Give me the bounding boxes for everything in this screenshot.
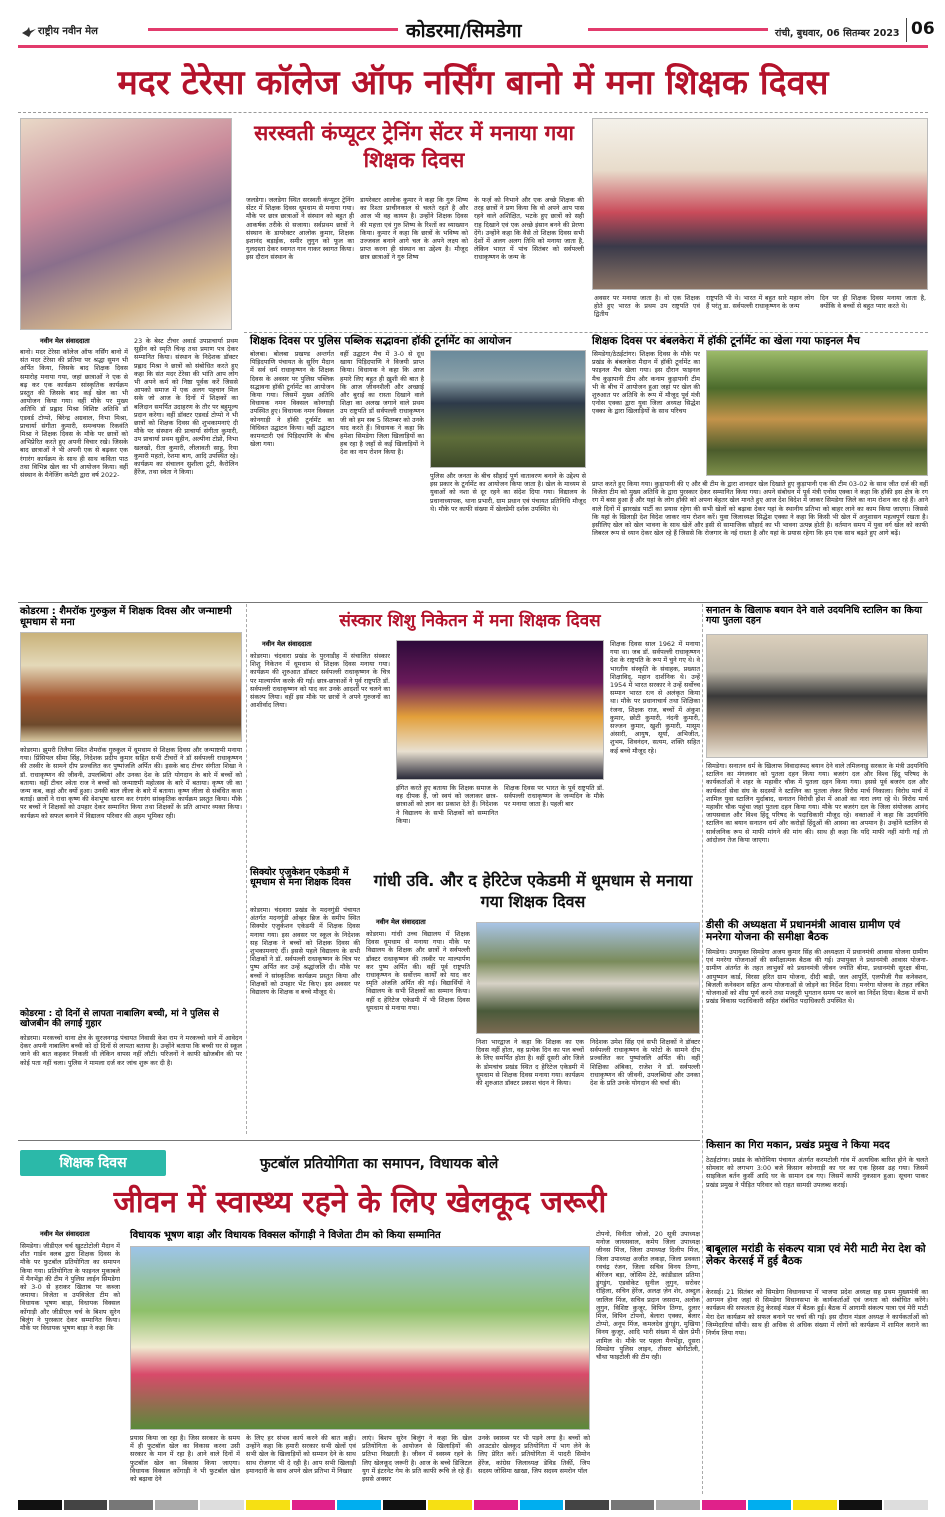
hockey-bolba-col2: वहीं उद्घाटन मैच में 3-0 से दूध खाया पिड़िदपाणि ने विजयी प्राप्त किया। विधायक ने कहा कि आज हमारे लिए बहुत ही ख़ुशी की बात है कि आज जीवनशैली और अच्छाई और बुराई का रास्ता दिखाने वाले शिक्षा का अलख जगाने वाले प्रथम उप राष्ट्रपति डॉ सर्वपल्ली राधाकृष्णन जी को हम सब 5 सितम्बर को उनके याद करते हैं। विधायक ने कहा कि हमेशा सिमडेगा जिला खिलाड़ियों का हब रहा है जहाँ से कई खिलाड़ियों ने देश का नाम रोशन किया है। [340,350,424,457]
football-b3: लाएं। बिशप सुरेन बिलुंग ने कहा कि खेल प्रतियोगिता के आयोजन से खिलाड़ियों की प्रतिभा निखरती है। जीवन में स्वस्थ्य रहने के लिए खेलकूद जरूरी है। आज के बच्चे डिजिटल युग में इंटरनेट गेम के प्रति काफी रूचि ले रहे हैं। इससे अक्सर [362,1434,472,1484]
page-number: 06 [911,19,935,39]
saraswati-headline: सरस्वती कंप्यूटर ट्रेनिंग सेंटर में मनाया गया शिक्षक दिवस [254,121,574,172]
football-photo [130,1246,590,1430]
divider [18,112,928,113]
kisan-body: ठेठईटांगर। प्रखंड के कोरोमिया पंचायत अंतर्गत करमटोली गांव में अत्यधिक बारिश होने के चलते सोमवार को लगभग 3:00 बजे किसान कोनराड़ी का घर का एक हिस्सा ढह गया। जिसमें साइकिल बर्तन कुर्सी आदि घर के सामान दब गए। जिसमें काफी नुकसान हुआ। सूचना पाकर प्रखंड प्रमुख ने पीड़ित परिवार को राहत सामग्री उपलब्ध कराई। [706,1156,928,1189]
kisan-headline: किसान का गिरा मकान, प्रखंड प्रमुख ने किया मदद [706,1140,890,1151]
hockey-bambalkera-photo [706,350,928,476]
football-col1: सिमडेगा। जीडीएल चर्च खुटटोटोली मैदान में शीत गार्डन क्लब द्वारा शिक्षक दिवस के मौके पर फुटबॉल प्रतियोगिता का समापन किया गया। प्रतियोगिता के फाइनल मुकाबले में मैनभेंड्रा की टीम ने पुलिस लाईन सिमडेगा को 3-0 से हराकर खिताब पर कब्जा जमाया। विजेता व उपविजेता टीम को विधायक भूषण बाड़ा, विधायक विक्सल कोंगाड़ी और जीडीएल चर्च के बिशप सुरेन बिलुंग ने पुरस्कार देकर सम्मानित किया। मौके पर विधायक भूषण बाड़ा ने कहा कि [20,1242,120,1333]
hockey-bolba-headline: शिक्षक दिवस पर पुलिस पब्लिक सद्भावना हॉकी टूर्नामेंट का आयोजन [250,335,512,347]
column-rule [246,604,247,1134]
saraswati-col1: जलडेगा। जलडेगा स्थित सरस्वती कंप्यूटर ट्रेनिंग सेंटर में शिक्षक दिवस धूमधाम से मनाया गया। मौके पर छात्र छात्राओं ने संस्थान को बहुत ही आकर्षक तरीके से सजाया। सर्वप्रथम छात्रों ने संस्थान के डायरेक्टर आलोक कुमार, शिक्षक इशानंद बड़ाईक, समीर लुगुन को फूल का गुलदस्ता देकर स्वागत गान गाकर स्वागत किया। इस दौरान संस्थान के [246,196,354,262]
football-headline: जीवन में स्वास्थ्य रहने के लिए खेलकूद जरूरी [113,1185,607,1220]
sanskar-col4: शिक्षक दिवस साल 1962 में मनाया गया था। जब डॉ. सर्वपल्ली राधाकृष्णन देश के राष्ट्रपति के रूप में चुने गए थे। वे भारतीय संस्कृति के संवाहक, प्रख्यात शिक्षाविद्, महान दार्शनिक थे। उन्हें 1954 में भारत सरकार ने उन्हें सर्वोच्च सम्मान भारत रत्न से अलंकृत किया था। मौके पर प्रधानाचार्य तथा शिक्षिका रंजना, शिक्षक राज, बच्चों में अंकुश कुमार, छोटी कुमारी, नंदनी कुमारी, सज्जन कुमार, खुशी कुमारी, मासूम अंसारी, आयुष, सूर्या, अभिजीत, शुभम, शिवनंदन, सत्यम, शक्ति सहित कई बच्चे मौजूद रहे। [610,640,700,755]
football-subhead: विधायक भूषण बाड़ा और विधायक विक्सल कोंगाड़ी ने विजेता टीम को किया सम्मानित [130,1230,441,1241]
hockey-bambalkera-headline: शिक्षक दिवस पर बंबलकेरा में हॉकी टूर्नामेंट का खेला गया फाइनल मैच [592,335,860,347]
saraswati-photo [592,118,928,290]
mother-teresa-col2: 23 के बेस्ट टीचर अवार्ड उपप्राचार्या प्रथम सुहीन को स्मृति चिन्ह तथा प्रमाण पत्र देकर सम्मानित किया। संस्थान के निदेशक डॉक्टर प्रह्लाद मिश्रा ने छात्रों को संबोधित करते हुए कहा कि संत मदर टेरेसा की भांति आप लोग भी अपने कर्म को निष्ठा पूर्वक करें जिससे आपको समाज में एक अलग पहचान मिल सके जो आज के दिनों में शिक्षकों का बलिदान समर्पित उदाहरण के तौर पर बहुमूल्य प्रदान करेगा। वहीं डॉक्टर एडवर्ड टोप्पो ने भी छात्रों को शिक्षक दिवस की शुभकामनाएं दी मौके पर संस्थान की प्राचार्या संगीता कुमारी, उप प्राचार्या प्रथम सुहीन, अल्पीना टोप्नो, निभा खलखो, रीता कुमारी, लीलावती साहू, रिया कुमारी महतो, रेशमा बाग, आदि उपस्थित रहे। कार्यक्रम का संचालन सुशीला टूटी, कैरोलिन हैरेंज, तथा स्वेता ने किया। [134,337,238,477]
gurukul-photo [20,632,242,742]
byline: नवीन मेल संवाददाता [40,337,90,345]
paper-name: राष्ट्रीय नवीन मेल [38,26,98,37]
divider [244,332,928,333]
saraswati-col2: डायरेक्टर आलोक कुमार ने कहा कि गुरु शिष्य का रिश्ता प्राचीनकाल से चलते रहते है और आज भी वह कायम है। उन्होंने शिक्षक दिवस की महत्ता एवं गुरु शिष्य के रिश्तों का व्याख्यान किया। कुमार ने कहा कि छात्रों के भविष्य को उज्जवल बनाने आगे चल के अपने लक्ष्य को प्राप्त करना ही संस्थान का उद्देश्य है। मौजूद छात्र छात्राओं ने गुरु शिष्य [360,196,468,262]
byline: नवीन मेल संवाददाता [262,640,312,648]
saraswati-col5: राष्ट्रपति भी थे। भारत में बहुत सारे महान लोग हैं परंतु डा. सर्वपल्ली राधाकृष्णन के जन्म [706,294,814,311]
dc-meeting-headline: डीसी की अध्यक्षता में प्रधानमंत्री आवास ग्रामीण एवं मनरेगा योजना की समीक्षा बैठक [706,919,901,943]
babulal-headline: बाबूलाल मरांडी के संकल्प यात्रा एवं मेरी माटी मेरा देश को लेकर केरसई में हुई बैठक [706,1243,926,1267]
sanskar-col1: कोडरमा। चंदवारा प्रखंड के पुरनाडीह में संचालित संस्कार शिशु निकेतन में धूमधाम से शिक्षक दिवस मनाया गया। कार्यक्रम की शुरुआत डॉक्टर सर्वपल्ली राधाकृष्णन के चित्र पर माल्यार्पण करके की गई। छात्र-छात्राओं ने पूर्व राष्ट्रपति डॉ. सर्वपल्ली राधाकृष्णन को याद कर उनके आदर्शों पर चलने का संकल्प लिया। वहीं इस मौके पर छात्रों ने अपने गुरुजनों का आशीर्वाद लिया। [250,652,390,710]
column-rule [702,604,703,1494]
football-b4: उनके स्वास्थ्य पर भी पड़ने लगा है। बच्चों को आउटडोर खेलकूद प्रतियोगिता में भाग लेने के लिए प्रेरित करें। प्रतियोगिता में पादरी सिमोन हेरेंज, कांग्रेस जिलाध्यक्ष डेविड तिर्की, जिप सदस्य जोसिमा खाखा, जिप सदस्य समरोन पॉल [478,1434,590,1475]
gandhi-headline: गांधी उवि. और द हेरिटेज एकेडमी में धूमधाम से मनाया गया शिक्षक दिवस [373,871,693,911]
sanatan-body: सिमडेगा। सनातन धर्म के खिलाफ विवादास्पद बयान देने वाले तमिलनाडु सरकार के मंत्री उदयनिधि स्टालिन का मंगलवार को पुतला दहन किया गया। बजरंग दल और विश्व हिंदू परिषद के कार्यकर्ताओं ने शहर के महावीर चौक में पुतला दहन किया गया। इससे पूर्व बजरंग दल और कार्यकर्ता सेवा संघ के सदस्यों ने स्टालिन का पुतला लेकर विरोध मार्च निकाला। विरोध मार्च में शामिल युवा स्टालिन मुर्दाबाद, सनातन विरोधी होश में आओ का नारा लगा रहे थे। विरोध मार्च महावीर चौक पहुंचा जहां पुतला दहन किया गया। मौके पर बजरंग दल के जिला संयोजक आनंद जायसवाल और विश्व हिंदू परिषद के पदाधिकारी मौजूद रहे। वक्ताओं ने कहा कि उदयनिधि स्टालिन का बयान सनातन धर्म और करोड़ों हिंदुओं की आस्था का अपमान है। उन्होंने स्टालिन से सार्वजनिक रूप से माफी मांगने की मांग की। साथ ही कहा कि यदि माफी नहीं मांगी गई तो आंदोलन तेज किया जाएगा। [706,762,928,844]
divider [18,602,928,603]
dateline: रांची, बुधवार, 06 सितम्बर 2023 [775,28,900,39]
sanskar-col2: इंगित करते हुए बताया कि शिक्षक समाज के वह दीपक हैं, जो स्वयं को जलाकर छात्र-छात्राओं को ज्ञान का प्रकाश देते हैं। निदेशक ने विद्यालय के सभी शिक्षकों को सम्मानित किया। [396,784,498,825]
hockey-bolba-col1: बोलबा। बोलबा प्रखण्ड अन्तर्गत पिड़िदपाणि पंचायत के सुरिंग मैदान में सर्व धर्म राधाकृष्णन के शिक्षक दिवस के अवसर पर पुलिस पब्लिक सद्भावना हॉकी टूर्नामेंट का आयोजन किया गया। जिसमें मुख्य अतिथि विधायक नमन विक्सल कोनगाड़ी उपस्थित हुए। विधायक नमन विक्सल कोनगाड़ी ने हॉकी टूर्नामेंट का विधिवत उद्घाटन किया। वहीं उद्घाटन कामनटारी एवं पिड़िदपाणि के बीच खेला गया। [250,350,334,449]
football-b2: के लिए हर संभव कार्य करने की बात कही। उन्होंने कहा कि हमारी सरकार सभी खेलों एवं सभी खेल के खिलाड़ियों को सम्मान देने के साथ साथ रोजगार भी दे रही है। आप सभी खिलाड़ी इमानदारी के साथ अपने खेल प्रतिभा में निखार [246,1434,356,1475]
gandhi-col3: निदेशक उमेश सिंह एवं सभी शिक्षकों ने डॉक्टर सर्वपल्ली राधाकृष्णन के फोटो के सामने दीप प्रज्वलित कर पुष्पांजलि अर्पित की। वहीं शिक्षिका अंबिका, राजेश ने डॉ. सर्वपल्ली राधाकृष्णन की जीवनी, उपलब्धियां और उनका देश के प्रति उनके योगदान की चर्चा की। [590,1038,700,1088]
football-right-col: टोपनो, विनीता जोजो, 20 सूत्री उपाध्यक्ष मनोज जायसवाल, कमेय जिला उपाध्यक्ष जीनस मिंज, जिला उपाध्यक्ष दिलीप मिंज, जिला उपाध्यक्ष अजीत लकड़ा, जिला प्रवक्ता रवचंद्र रंजन, जिला सचिव विनय तिग्गा, बीरेंजन बड़ा, जोसिम टेटे, कांडीडाल प्रतिमा डुंगडुंग, एडवोकेट सुनील लुगुन, सरोवर रोहिला, सचिन हेरेंज, अलक्ष ज़ेन शेर, अब्दुल जालिल मिंज, सचिव प्रदान जसराम, अलोक लुगुन, विशिष्ट कुजूर, विपिन तिग्गा, दुलार मिंज, विपिन टोपनो, बेलारा एक्का, बेलार टोप्पो, अनूप मिंज, कमलदेव डुंगडुंग, मुखिया विनय कुजूर, आदि भारी संख्या में खेल प्रेमी शामिल थे। मौके पर पहला मैनभेंड्रा, दूसरा सिमडेगा पुलिस लाइन, तीसरा बोगीटोली, चौथा फाइटोली की टीम रही। [596,1230,700,1362]
byline: नवीन मेल संवाददाता [40,1230,90,1238]
section-title: कोडरमा/सिमडेगा [406,20,522,42]
gandhi-photo [476,922,700,1034]
sanskar-headline: संस्कार शिशु निकेतन में मना शिक्षक दिवस [339,611,601,631]
gandhi-col2: निशा भारद्वाज ने कहा कि शिक्षक का एक दिवस नहीं होता, वह प्रत्येक दिन का पल बच्चों के लिए समर्पित होता है। वहीं दूसरी ओर जिले के डोमचांच प्रखंड स्थित द हेरिटेज एकेडमी में धूमधाम से शिक्षक दिवस मनाया गया। कार्यक्रम की शुरुआत डॉक्टर प्रकाश चंदन ने किया। [476,1038,584,1088]
saraswati-col3: के फर्ज़ को निभाने और एक अच्छे शिक्षक की तरह छात्रों ने प्रण किया कि वो अपने आप पास रहने वाले अशिक्षित, भटके हुए छात्रों को सही राह दिखाने एवं एक अच्छे इंसान बनने की प्रेरणा देंगे। उन्होंने कहा कि वैसे तो शिक्षक दिवस सभी देशों में अलग अलग तिथि को मनाया जाता है, लेकिन भारत में पांच सितंबर को सर्वपल्ली राधाकृष्णन के जन्म के [474,196,584,262]
sanskar-col3: शिक्षक दिवस पर भारत के पूर्व राष्ट्रपति डॉ. सर्वपल्ली राधाकृष्णन के जन्मदिन के मौके पर मनाया जाता है। पहली बार [504,784,604,809]
masthead-divider [906,18,907,42]
hockey-bolba-photo [430,350,586,468]
page-title: मदर टेरेसा कॉलेज ऑफ नर्सिंग बानो में मना शिक्षक दिवस [117,63,829,103]
color-registration-bar [18,1500,928,1510]
hockey-bambalkera-body: प्राप्त करते हुए किया गया। कुड़ापानी की ए और बी टीम के द्वारा शानदार खेल दिखाते हुए कुड़ापानी एक की टीम 03-02 के साथ जीत दर्ज की वहीं विजेता टीम को मुख्य अतिथि के द्वारा पुरस्कार देकर सम्मानित किया गया। अपने संबोधन में पूर्व मंत्री एनोस एक्का ने कहा कि हॉकी इस क्षेत्र के रग रग में बसा हुआ है और यहां के लोग हॉकी को अपना बेहतर खेल मानते हुए आज देश विदेश में जाकर सिमडेगा जिले का नाम रोशन कर रहे हैं। आने वाले दिनों में झारखंड पार्टी का प्रयास रहेगा की सभी खेलों को बढ़ावा देकर यहां के स्थानीय प्रतिभा को बाहर लाने का काम किया जाएगा। जिससे कि यहां के खिलाड़ी देश विदेश जाकर नाम रोशन करें। युवा जिलाध्यक्ष सिद्धेश एक्का ने कहा कि किसी भी खेल में अनुशासन महत्वपूर्ण रखता है। इसीलिए खेल को खेल भावना के साथ खेलें और इसी से सामाजिक सौहार्द का भी भावना उत्पन्न होती है। वर्तमान समय में युवा वर्ग खेल को काफी लिबरल रूप से ध्यान देकर खेल रहे हैं जिससे कि रोजगार के नई रास्ता है और यहां के प्रयास रहेगा कि हम एक साथ बढ़ते हुए आगे बढ़ें। [592,480,928,538]
masthead-rule [148,28,398,31]
football-b1: प्रयास किया जा रहा है। जिस सरकार के समय में ही फुटबॉल खेल का विकास करना उसी सरकार के मान में रहा है। आने वाले दिनों में फुटबॉल खेल का विकास किया जाएगा। विधायक विक्सल कोंगाड़ी ने भी फुटबॉल खेल को बढ़ावा देने [130,1434,240,1484]
hockey-bolba-col3: पुलिस और जनता के बीच सौहार्द पूर्ण वातावरण बनाने के उद्देश्य से इस प्रकार के टूर्नामेंट का आयोजन किया जाता है। खेल के माध्यम से युवाओं को नशा से दूर रहने का संदेश दिया गया। विद्यालय के प्रधानाध्यापक, थाना प्रभारी, ग्राम प्रधान एवं पंचायत प्रतिनिधि मौजूद थे। मौके पर काफी संख्या में खेलप्रेमी दर्शक उपस्थित थे। [430,472,586,513]
byline: नवीन मेल संवाददाता [376,918,426,926]
gurukul-headline: कोडरमा : शैमरॉक गुरुकुल में शिक्षक दिवस और जन्माष्टमी धूमधाम से मना [20,606,232,628]
missing-girl-body: कोडरमा। मरकच्चो थाना क्षेत्र के सुरजनगढ़ पंचायत निवासी केश राम ने मरकच्चो थाने में आवेदन देकर अपनी नाबालिग बच्ची को दो दिनों से लापता बताया है। उन्होंने बताया कि बच्ची घर से स्कूल जाने की बात कहकर निकली थी लेकिन वापस नहीं लौटी। परिजनों ने काफी खोजबीन की पर कोई पता नहीं चला। पुलिस ने मामला दर्ज कर जांच शुरू कर दी है। [20,1034,242,1067]
mother-teresa-col1: बानो। मदर टेरेसा कॉलेज ऑफ नर्सिंग बानो में संत मदर टेरेसा की प्रतिमा पर श्रद्धा सुमन भी अर्पित किया, जिसके बाद शिक्षक दिवस समारोह मनाया गया, जहां छात्राओं ने एक से बढ़ कर एक कार्यक्रम सांस्कृतिक कार्यक्रम प्रस्तुत की जिसके बाद कई खेल का भी आयोजन किया गया। वहीं मौके पर मुख्य अतिथि डॉ प्रह्लाद मिश्रा विशिष्ट अतिथि डॉ एडवर्ड टोप्पो, बिरेन्द्र अग्रवाल, निभा मिश्रा, प्राचार्या संगीता कुमारी, समन्वयक रिकवंति मिश्रा ने शिक्षक दिवस के मौके पर छात्रों को अभिप्रेरित करते हुए अपनी विचार रखे। जिसके बाद छात्राओं ने भी अपनी एक से बढ़कर एक रंगारंग कार्यक्रम के साथ ही साथ कविता पाठ तथा विभिन्न खेल का भी आयोजन किया। वहीं संस्थान के मैनेजिंग कमेटी द्वारा वर्ष 2022- [20,348,128,480]
gurukul-body: कोडरमा। झुमरी तिलैया स्थित शैमरॉक गुरुकुल में धूमधाम से शिक्षक दिवस और जन्माष्टमी मनाया गया। प्रिंसिपल सीमा सिंह, निदेशक प्रदीप कुमार सहित सभी टीचरों ने डॉ सर्वपल्ली राधाकृष्णन की तस्वीर के सामने दीप प्रज्वलित कर पुष्पांजलि अर्पित की। इसके बाद टीचर संगीता शिखा ने डॉ. राधाकृष्णन की जीवनी, उपलब्धियां और उनका देश के प्रति योगदान के बारे में बच्चों को बताया। वहीं टीचर श्वेता राज ने बच्चों को जन्माष्टमी महोत्सव के बारे में बताया। कृष्ण जी का जन्म कब, कहां और क्यों हुआ। उनकी बाल लीला के बारे में बताया। कृष्ण लीला से संबंधित कथा बताई। छात्रों ने राधा कृष्ण की वेशभूषा धारण कर रंगारंग सांस्कृतिक कार्यक्रम प्रस्तुत किया। मौके पर बच्चों ने शिक्षकों को उपहार देकर सम्मानित किया तथा शिक्षकों के प्रति आभार व्यक्त किया। कार्यक्रम को सफल बनाने में विद्यालय परिवार की अहम भूमिका रही। [20,746,242,820]
masthead [18,14,935,48]
gandhi-col1: कोडरमा। गांधी उच्च विद्यालय में शिक्षक दिवस धूमधाम से मनाया गया। मौके पर विद्यालय के शिक्षक और छात्रों ने सर्वपल्ली डॉक्टर राधाकृष्णन की तस्वीर पर माल्यार्पण कर पुष्प अर्पित की। वहीं पूर्व राष्ट्रपति राधाकृष्णन के सर्वोत्तम कार्यों को याद कर स्मृति अंजलि अर्पित की गई। विद्यार्थियों ने विद्यालय के सभी शिक्षकों का सम्मान किया। वहीं द हेरिटेज एकेडमी में भी शिक्षक दिवस धूमधाम से मनाया गया। [366,930,470,1012]
babulal-body: केरसई। 21 सितंबर को सिमडेगा विधानसभा में भाजपा प्रदेश अध्यक्ष सह प्रथम मुख्यमंत्री का आगमन होना जहां से सिमडेगा विधानसभा के कार्यकर्ताओं एवं जनता को संबोधित करेंगे। कार्यक्रम की सफलता हेतु केरसई मंडल में बैठक हुई। बैठक में आगामी संकल्प यात्रा एवं मेरी माटी मेरा देश कार्यक्रम को सफल बनाने पर चर्चा की गई। इस दौरान मंडल अध्यक्ष ने कार्यकर्ताओं को जिम्मेदारियां सौंपी। साथ ही अधिक से अधिक संख्या में लोगों को कार्यक्रम में शामिल कराने का निर्णय लिया गया। [706,1288,928,1338]
sikyor-body: कोडरमा। चंदवारा प्रखंड के मदनगुंडी पंचायत अंतर्गत मदनगुंडी ओव्हर ब्रिज के समीप स्थित सिक्योर एजुकेशन एकेडमी में शिक्षक दिवस मनाया गया। इस अवसर पर स्कूल के निदेशक सह शिक्षक ने बच्चों को शिक्षक दिवस की शुभकामनाएं दीं। इससे पहले विद्यालय के सभी शिक्षकों ने डॉ. सर्वपल्ली राधाकृष्णन के चित्र पर पुष्प अर्पित कर उन्हें श्रद्धांजलि दी। मौके पर बच्चों ने सांस्कृतिक कार्यक्रम प्रस्तुत किया और शिक्षकों को उपहार भेंट किए। इस अवसर पर विद्यालय के शिक्षक व बच्चे मौजूद थे। [250,906,360,997]
sikyor-headline: सिक्योर एजुकेशन एकेडमी में धूमधाम से मना शिक्षक दिवस [250,867,351,889]
saraswati-col6: दिन पर ही शिक्षक दिवस मनाया जाता है, क्योंकि वे बच्चों से बहुत प्यार करते थे। [820,294,926,311]
sanskar-photo [396,640,604,780]
hockey-bambalkera-intro: सिमडेगा/ठेठईटांगर। शिक्षक दिवस के मौके पर प्रखंड के बंबलकेरा मैदान में हॉकी टूर्नामेंट का फाइनल मैच खेला गया। इस दौरान फाइनल मैच कुड़ापानी टीम और कनाम कुड़ापानी टीम भी के बीच में आयोजन हुआ जहां पर खेल की शुरुआत पर अतिथि के रूप में मौजूद पूर्व मंत्री एनोस एक्का द्वारा युवा जिला अध्यक्ष सिद्धेश एक्का के द्वारा खिलाड़ियों के साथ परिचय [592,350,700,416]
mother-teresa-photo [20,118,232,330]
sanatan-headline: सनातन के खिलाफ बयान देने वाले उदयनिधि स्टालिन का किया गया पुतला दहन [706,605,922,627]
dc-meeting-body: सिमडेगा। उपायुक्त सिमडेगा अजय कुमार सिंह की अध्यक्षता में प्रधानमंत्री आवास योजना ग्रामीण एवं मनरेगा योजनाओं की समीक्षात्मक बैठक की गई। उपायुक्त ने प्रधानमंत्री आवास योजना-ग्रामीण अंतर्गत के तहत लाभुकों को प्रधानमंत्री जीवन ज्योति बीमा, प्रधानमंत्री सुरक्षा बीमा, आयुष्मान कार्ड, विरसा हरित ग्राम योजना, दीदी बाड़ी, जल आपूर्ति, एलपीजी गैस कनेक्शन, बिजली कनेक्शन सहित अन्य योजनाओं से जोड़ने का निर्देश दिया। मनरेगा योजना के तहत लंबित योजनाओं को शीघ्र पूर्ण करने तथा मजदूरी भुगतान समय पर करने का निर्देश दिया। बैठक में सभी प्रखंड विकास पदाधिकारी सहित संबंधित पदाधिकारी उपस्थित थे। [706,948,928,1006]
football-kicker: फुटबॉल प्रतियोगिता का समापन, विधायक बोले [260,1156,499,1172]
saraswati-col4: अवसर पर मनाया जाता है। वो एक शिक्षक होते हुए भारत के प्रथम उप राष्ट्रपति एवं द्वितीय [594,294,700,319]
divider [18,1140,700,1141]
football-tag: शिक्षक दिवस [20,1150,166,1176]
sanatan-photo [706,634,928,758]
missing-girl-headline: कोडरमा : दो दिनों से लापता नाबालिग बच्ची, मां ने पुलिस से खोजबीन की लगाई गुहार [20,1009,219,1029]
masthead-rule-right [588,28,768,31]
bird-logo-icon [22,22,36,32]
